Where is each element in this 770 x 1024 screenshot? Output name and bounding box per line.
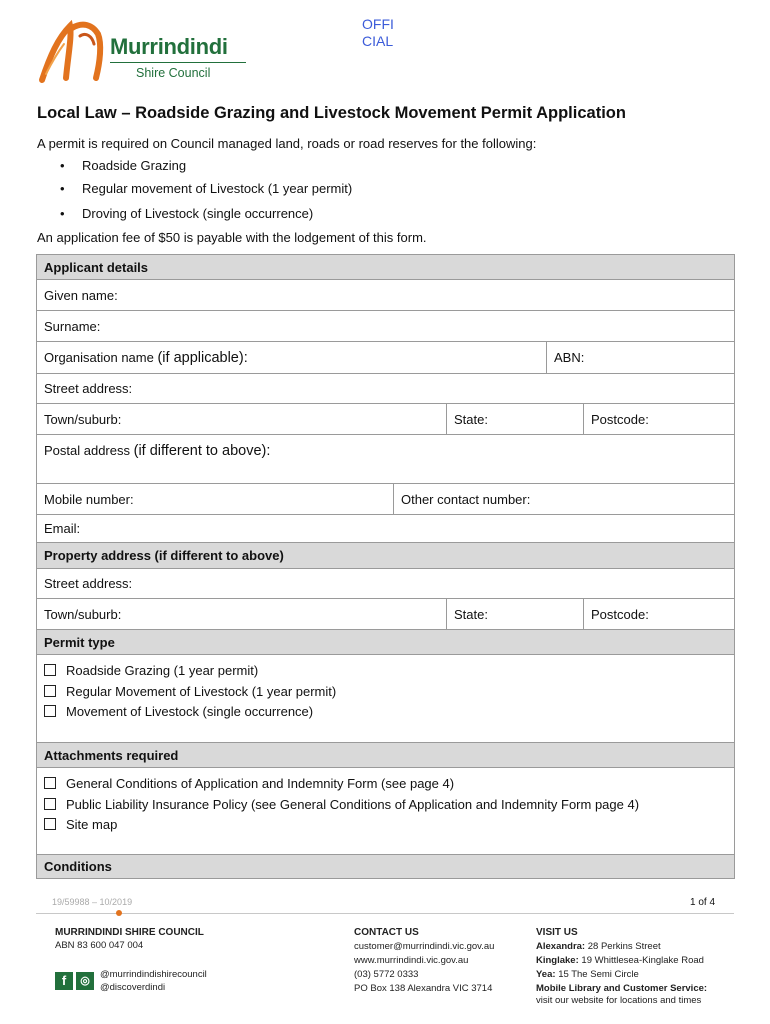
property-postcode-field[interactable]: Postcode: bbox=[584, 599, 735, 630]
document-reference: 19/59988 – 10/2019 bbox=[52, 897, 133, 907]
bullet-icon: • bbox=[60, 206, 65, 221]
section-header-attachments: Attachments required bbox=[37, 743, 735, 768]
attachment-insurance-checkbox[interactable]: Public Liability Insurance Policy (see General Conditions of Application and Indemnity Form page 4) bbox=[44, 795, 727, 816]
section-header-applicant: Applicant details bbox=[37, 255, 735, 280]
footer-dot-icon bbox=[116, 910, 122, 916]
footer-council-name: MURRINDINDI SHIRE COUNCIL bbox=[55, 927, 204, 938]
intro-text: A permit is required on Council managed land, roads or road reserves for the following: bbox=[37, 136, 537, 151]
classification-label: OFFI CIAL bbox=[362, 16, 394, 49]
fee-text: An application fee of $50 is payable with the lodgement of this form. bbox=[37, 230, 427, 245]
checkbox-icon[interactable] bbox=[44, 705, 56, 717]
given-name-field[interactable]: Given name: bbox=[37, 280, 735, 311]
property-state-field[interactable]: State: bbox=[447, 599, 584, 630]
footer-social-handle[interactable]: @murrindindishirecouncil bbox=[100, 969, 207, 980]
checkbox-icon[interactable] bbox=[44, 685, 56, 697]
footer-contact-web[interactable]: www.murrindindi.vic.gov.au bbox=[354, 955, 469, 966]
footer-visit-mobile: Mobile Library and Customer Service: bbox=[536, 983, 708, 994]
footer-contact-email[interactable]: customer@murrindindi.vic.gov.au bbox=[354, 941, 495, 952]
footer-contact-po: PO Box 138 Alexandra VIC 3714 bbox=[354, 983, 493, 994]
footer-abn: ABN 83 600 047 004 bbox=[55, 940, 144, 951]
postal-address-field[interactable]: Postal address (if different to above): bbox=[37, 435, 735, 484]
page-number: 1 of 4 bbox=[690, 897, 716, 908]
attachment-options bbox=[37, 768, 735, 855]
footer-contact-phone: (03) 5772 0333 bbox=[354, 969, 419, 980]
list-item: • Droving of Livestock (single occurrence) bbox=[60, 206, 314, 221]
checkbox-icon[interactable] bbox=[44, 798, 56, 810]
checkbox-icon[interactable] bbox=[44, 777, 56, 789]
surname-field[interactable]: Surname: bbox=[37, 311, 735, 342]
list-item: • Roadside Grazing bbox=[60, 158, 187, 173]
logo-subtitle: Shire Council bbox=[136, 66, 211, 80]
logo-name: Murrindindi bbox=[110, 34, 228, 59]
list-item: • Regular movement of Livestock (1 year permit) bbox=[60, 181, 353, 196]
property-town-field[interactable]: Town/suburb: bbox=[37, 599, 447, 630]
checkbox-icon[interactable] bbox=[44, 664, 56, 676]
footer-visit-kinglake: Kinglake: 19 Whittlesea-Kinglake Road bbox=[536, 955, 704, 966]
abn-field[interactable]: ABN: bbox=[547, 342, 735, 374]
footer-visit-title: VISIT US bbox=[536, 927, 578, 938]
footer-visit-alexandra: Alexandra: 28 Perkins Street bbox=[536, 941, 661, 952]
footer-divider bbox=[36, 913, 734, 914]
other-contact-field[interactable]: Other contact number: bbox=[394, 484, 735, 515]
organisation-name-field[interactable]: Organisation name (if applicable): bbox=[37, 342, 547, 374]
footer-visit-yea: Yea: 15 The Semi Circle bbox=[536, 969, 639, 980]
footer-visit-mobile-detail: visit our website for locations and times bbox=[536, 995, 702, 1004]
bullet-icon: • bbox=[60, 181, 65, 196]
bullet-icon: • bbox=[60, 158, 65, 173]
street-address-field[interactable]: Street address: bbox=[37, 374, 735, 404]
logo-mark-icon bbox=[36, 16, 116, 86]
facebook-icon[interactable]: f bbox=[55, 972, 73, 990]
section-header-conditions: Conditions bbox=[37, 855, 735, 879]
permit-regular-movement-checkbox[interactable]: Regular Movement of Livestock (1 year permit) bbox=[44, 682, 727, 703]
page-title: Local Law – Roadside Grazing and Livestock Movement Permit Application bbox=[37, 104, 626, 122]
town-suburb-field[interactable]: Town/suburb: bbox=[37, 404, 447, 435]
permit-single-movement-checkbox[interactable]: Movement of Livestock (single occurrence) bbox=[44, 702, 727, 723]
council-logo bbox=[36, 16, 256, 86]
checkbox-icon[interactable] bbox=[44, 818, 56, 830]
property-street-field[interactable]: Street address: bbox=[37, 569, 735, 599]
instagram-icon[interactable]: ◎ bbox=[76, 972, 94, 990]
application-form-table bbox=[36, 254, 735, 879]
postcode-field[interactable]: Postcode: bbox=[584, 404, 735, 435]
mobile-number-field[interactable]: Mobile number: bbox=[37, 484, 394, 515]
section-header-permit: Permit type bbox=[37, 630, 735, 655]
footer-contact-title: CONTACT US bbox=[354, 927, 419, 938]
logo-divider bbox=[110, 62, 246, 63]
permit-type-options bbox=[37, 655, 735, 743]
permit-roadside-grazing-checkbox[interactable]: Roadside Grazing (1 year permit) bbox=[44, 661, 727, 682]
attachment-conditions-checkbox[interactable]: General Conditions of Application and Indemnity Form (see page 4) bbox=[44, 774, 727, 795]
email-field[interactable]: Email: bbox=[37, 515, 735, 543]
section-header-property: Property address (if different to above) bbox=[37, 543, 735, 569]
state-field[interactable]: State: bbox=[447, 404, 584, 435]
attachment-site-map-checkbox[interactable]: Site map bbox=[44, 815, 727, 836]
footer-social-handle[interactable]: @discoverdindi bbox=[100, 982, 166, 993]
